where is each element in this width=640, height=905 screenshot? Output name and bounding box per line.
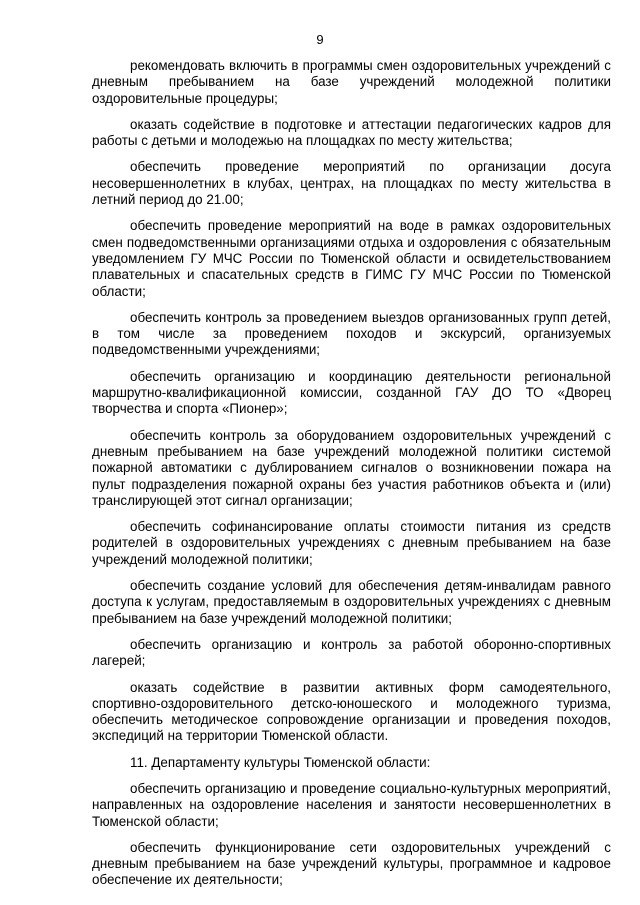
paragraph: обеспечить организацию и проведение социально-культурных мероприятий, направленных на оздоровление населения и занятости несовершеннолетних в Тюменской области; bbox=[92, 780, 611, 829]
paragraph: обеспечить функционирование сети оздоровительных учреждений с дневным пребыванием на базе учреждений культуры, программное и кадровое обеспечение их деятельности; bbox=[92, 839, 611, 888]
paragraph: обеспечить софинансирование оплаты стоимости питания из средств родителей в оздоровительных учреждениях с дневным пребыванием на базе учреждений молодежной политики; bbox=[92, 519, 611, 567]
paragraph: обеспечить организацию и контроль за работой оборонно-спортивных лагерей; bbox=[92, 636, 611, 669]
paragraph: рекомендовать включить в программы смен оздоровительных учреждений с дневным пребыванием на базе учреждений молодежной политики оздоровительные процедуры; bbox=[92, 58, 611, 106]
paragraph: обеспечить организацию и координацию деятельности региональной маршрутно-квалификационной комиссии, созданной ГАУ ДО ТО «Дворец творчества и спорта «Пионер»; bbox=[92, 368, 611, 417]
paragraph: обеспечить создание условий для обеспечения детям-инвалидам равного доступа к услугам, предоставляемым в оздоровительных учреждениях с дневным пребыванием на базе учреждений молодежной политики; bbox=[92, 578, 611, 626]
paragraph: обеспечить контроль за оборудованием оздоровительных учреждений с дневным пребыванием на базе учреждений молодежной политики системой пожарной автоматики с дублированием сигналов о возникновении пожара на пульт подразделения пожарной охраны без участия работников объекта и (или) транслирующей этот сигнал организации; bbox=[92, 427, 611, 508]
paragraph: обеспечить проведение мероприятий по организации досуга несовершеннолетних в клубах, центрах, на площадках по месту жительства в летний период до 21.00; bbox=[92, 159, 611, 208]
document-body bbox=[92, 58, 611, 899]
paragraph: оказать содействие в подготовке и аттестации педагогических кадров для работы с детьми и молодежью на площадках по месту жительства; bbox=[92, 116, 611, 149]
page-number: 9 bbox=[316, 32, 324, 47]
paragraph: оказать содействие в развитии активных форм самодеятельного, спортивно-оздоровительного детско-юношеского и молодежного туризма, обеспечить методическое сопровождение организации и проведения походов, экспедиций на территории Тюменской области. bbox=[92, 679, 611, 744]
section-heading: 11. Департаменту культуры Тюменской области: bbox=[130, 754, 431, 770]
paragraph: обеспечить проведение мероприятий на воде в рамках оздоровительных смен подведомственными организациями отдыха и оздоровления с обязательным уведомлением ГУ МЧС России по Тюменской области и освидетельствованием плавательных и спасательных средств в ГИМС ГУ МЧС России по Тюменской области; bbox=[92, 218, 611, 299]
paragraph: обеспечить контроль за проведением выездов организованных групп детей, в том числе за проведением походов и экскурсий, организуемых подведомственными учреждениями; bbox=[92, 309, 611, 358]
